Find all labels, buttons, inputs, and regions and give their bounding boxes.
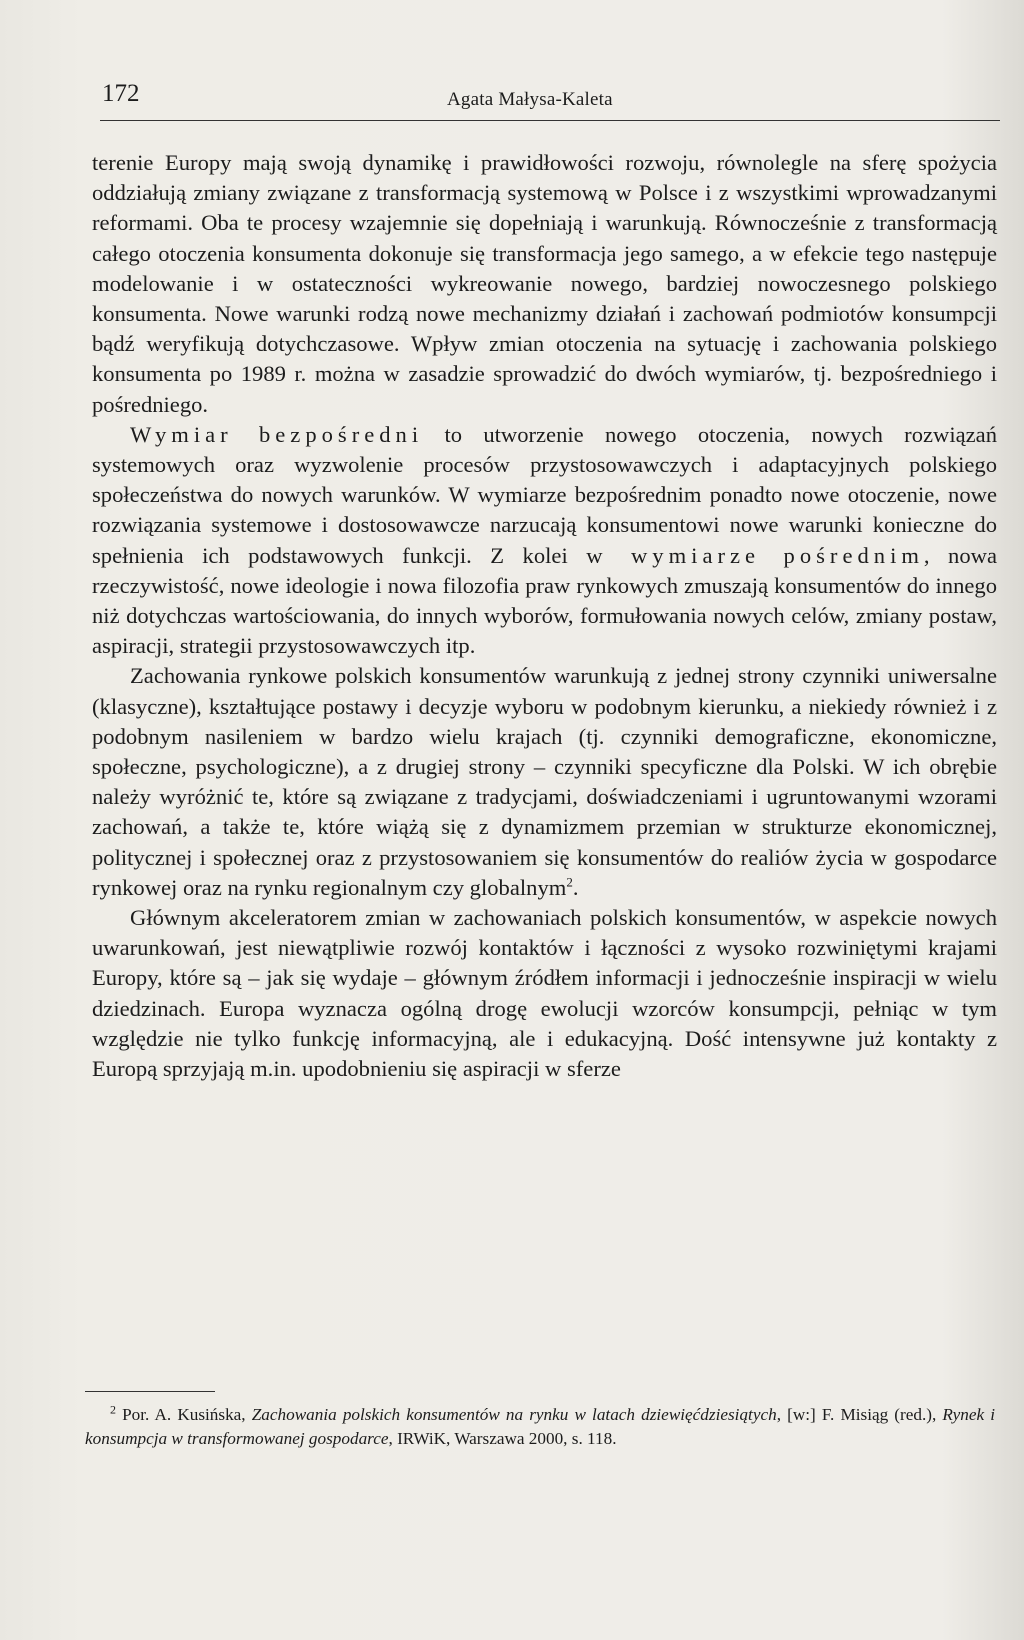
paragraph-3-text: Zachowania rynkowe polskich konsumentów warunkują z jednej strony czynniki uniwersalne (klasyczne), kształtujące postawy i decyzje wyboru w podobnym kierunku, a niekiedy również i z podobnym nasileniem w bardzo wielu krajach (tj. czynniki demograficzne, ekonomiczne, społeczne, psychologiczne), a z drugiej strony – czynniki specyficzne dla Polski. W ich obrębie należy wyróżnić te, które są związane z tradycjami, doświadczeniami i ugruntowanymi wzorami zachowań, a także te, które wiążą się z dynamizmem przemian w strukturze ekonomicznej, politycznej i społecznej oraz z przystosowaniem się konsumentów do realiów życia w gospodarce rynkowej oraz na rynku regionalnym czy globalnym: [92, 663, 997, 900]
footnotes: [85, 1403, 995, 1452]
paragraph-2-text-a: to utworzenie nowego otoczenia, nowych rozwiązań systemowych oraz wyzwolenie procesów przystosowawczych i adaptacyjnych polskiego społeczeństwa do nowych warunków. W wymiarze bezpośrednim ponadto nowe otoczenie, nowe rozwiązania systemowe i dostosowawcze narzucają konsumentowi nowe warunki konieczne do spełnienia ich podstawowych funkcji. Z kolei: [92, 421, 997, 568]
footnote-text-a: Por. A. Kusińska,: [116, 1405, 252, 1424]
footnote-title-1: Zachowania polskich konsumentów na rynku w latach dziewięćdziesiątych: [251, 1405, 777, 1424]
footnote-marker: 2: [110, 1402, 116, 1417]
paragraph-2: [92, 420, 997, 662]
page-number: 172: [102, 80, 140, 107]
page-header: [100, 80, 1000, 130]
paragraph-1: terenie Europy mają swoją dynamikę i prawidłowości rozwoju, równolegle na sferę spożycia oddziałują zmiany związane z transformacją systemową w Polsce i z wszystkimi wprowadzanymi reformami. Oba te procesy wzajemnie się dopełniają i warunkują. Równocześnie z transformacją całego otoczenia konsumenta dokonuje się transformacja jego samego, a w efekcie tego następuje modelowanie i w ostateczności wykreowanie nowego, bardziej nowoczesnego polskiego konsumenta. Nowe warunki rodzą nowe mechanizmy działań i zachowań podmiotów konsumpcji bądź weryfikują dotychczasowe. Wpływ zmian otoczenia na sytuację i zachowania polskiego konsumenta po 1989 r. można w zasadzie sprowadzić do dwóch wymiarów, tj. bezpośredniego i pośredniego.: [92, 150, 997, 417]
footnote-title-2: Rynek i konsumpcja w transformowanej gospodarce: [85, 1405, 995, 1449]
running-head-author: Agata Małysa-Kaleta: [447, 89, 613, 110]
footnote-text-c: , IRWiK, Warszawa 2000, s. 118.: [388, 1429, 617, 1449]
footnote-reference: 2: [566, 874, 573, 890]
header-rule: [100, 120, 1000, 121]
paragraph-4: Głównym akceleratorem zmian w zachowaniach polskich konsumentów, w aspekcie nowych uwarunkowań, jest niewątpliwie rozwój kontaktów i łączności z wysoko rozwiniętymi krajami Europy, które są – jak się wydaje – głównym źródłem informacji i jednocześnie inspiracji w wielu dziedzinach. Europa wyznacza ogólną drogę ewolucji wzorców konsumpcji, pełniąc w tym względzie nie tylko funkcję informacyjną, ale i edukacyjną. Dość intensywne już kontakty z Europą sprzyjają m.in. upodobnieniu się aspiracji w sferze: [92, 905, 997, 1082]
main-text: [92, 148, 997, 1084]
footnote-2: [85, 1403, 995, 1452]
paragraph-2-text-b: , nowa rzeczywistość, nowe ideologie i nowa filozofia praw rynkowych zmuszają konsumentów do innego niż dotychczas wartościowania, do innych wyborów, formułowania nowych celów, zmiany postaw, aspiracji, strategii przystosowawczych itp.: [92, 542, 997, 659]
footnote-rule: [85, 1391, 215, 1392]
emphasis-direct-dimension: Wymiar bezpośredni: [130, 421, 424, 447]
footnote-text-b: , [w:] F. Misiąg (red.),: [776, 1405, 943, 1424]
paragraph-3: [92, 661, 997, 903]
paragraph-3-end: .: [572, 874, 579, 900]
emphasis-indirect-dimension: w wymiarze pośrednim: [586, 542, 924, 568]
